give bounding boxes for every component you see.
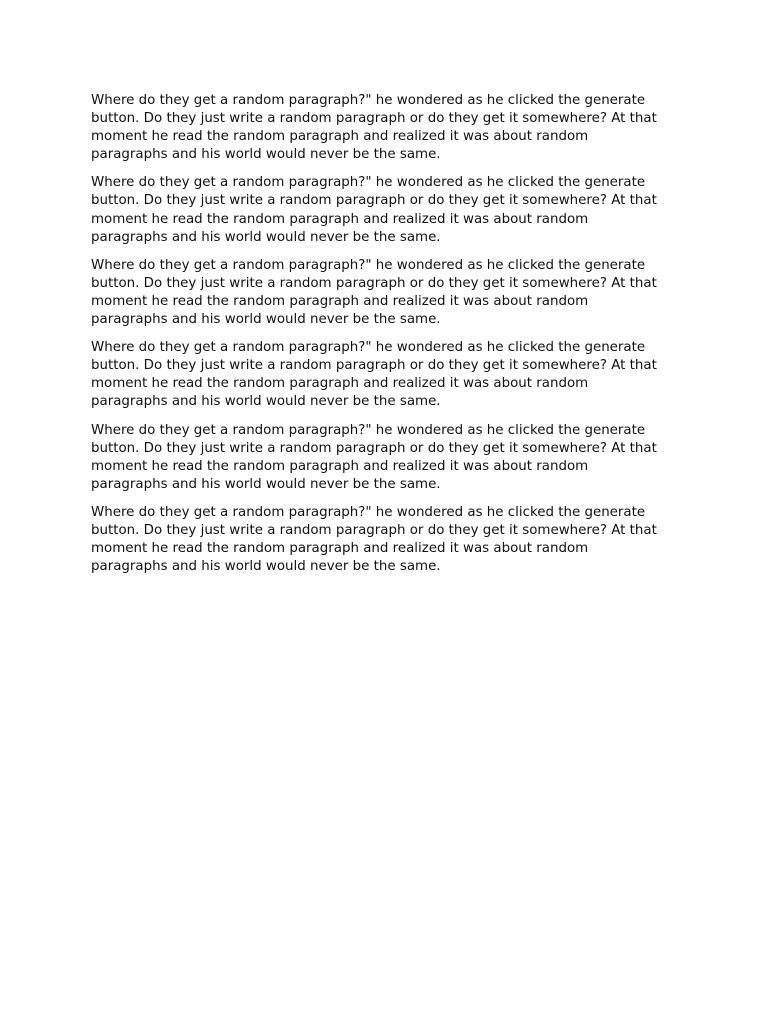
paragraph-line: paragraphs and his world would never be the same. [91,147,441,163]
paragraph-line: button. Do they just write a random paragraph or do they get it somewhere? At that [91,522,657,538]
paragraph-line: Where do they get a random paragraph?" he wondered as he clicked the generate [91,93,646,108]
paragraph [91,257,683,329]
paragraph-line: button. Do they just write a random paragraph or do they get it somewhere? At that [91,111,657,127]
paragraph-line: moment he read the random paragraph and realized it was about random [91,293,589,309]
paragraph-line: moment he read the random paragraph and realized it was about random [91,211,589,227]
paragraph-line: button. Do they just write a random paragraph or do they get it somewhere? At that [91,193,657,209]
paragraph-line: moment he read the random paragraph and realized it was about random [91,458,589,474]
paragraph-line: paragraphs and his world would never be the same. [91,559,441,575]
paragraph [91,339,683,411]
paragraph-line: Where do they get a random paragraph?" he wondered as he clicked the generate [91,257,646,273]
paragraph [91,422,683,494]
paragraph-line: paragraphs and his world would never be the same. [91,312,441,328]
paragraph-line: Where do they get a random paragraph?" he wondered as he clicked the generate [91,422,646,438]
paragraph-line: paragraphs and his world would never be the same. [91,476,441,492]
paragraph-line: moment he read the random paragraph and realized it was about random [91,376,589,392]
paragraph-line: button. Do they just write a random paragraph or do they get it somewhere? At that [91,358,657,374]
paragraph-line: Where do they get a random paragraph?" he wondered as he clicked the generate [91,504,646,520]
paragraph-line: moment he read the random paragraph and realized it was about random [91,129,589,145]
paragraph-line: paragraphs and his world would never be the same. [91,394,441,410]
paragraph-line: button. Do they just write a random paragraph or do they get it somewhere? At that [91,440,657,456]
paragraph-line: button. Do they just write a random paragraph or do they get it somewhere? At that [91,275,657,291]
paragraph [91,504,683,576]
paragraph-line: Where do they get a random paragraph?" he wondered as he clicked the generate [91,340,646,356]
paragraph-line: moment he read the random paragraph and realized it was about random [91,541,589,557]
paragraph-line: Where do they get a random paragraph?" he wondered as he clicked the generate [91,175,646,191]
paragraph [91,92,683,164]
document-body [91,92,683,586]
paragraph-line: paragraphs and his world would never be the same. [91,229,441,245]
paragraph [91,174,683,246]
